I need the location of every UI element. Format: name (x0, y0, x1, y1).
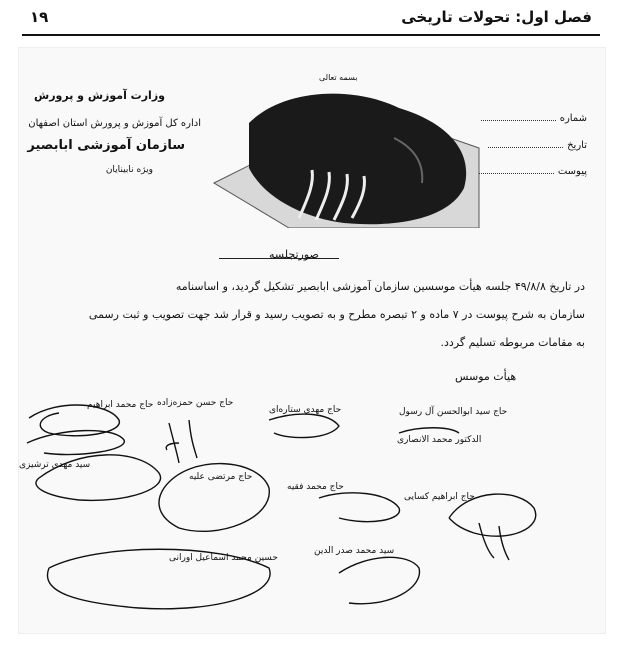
signatory-name: الدکتور محمد الانصاری (397, 435, 482, 445)
signatory-name: حاج مرتضی علیه (189, 472, 253, 482)
letterhead-subtitle: ویژه نابینایان (105, 165, 153, 175)
signatory-name: حاج ابراهیم کسایی (404, 492, 475, 502)
page-number: ۱۹ (30, 8, 49, 26)
letterhead-organization: سازمان آموزشی ابابصیر (27, 138, 185, 153)
date-field: تاریخ (488, 140, 587, 151)
signatory-name: سید محمد صدر الدین (314, 546, 395, 556)
minutes-title: صورتجلسه (269, 248, 319, 261)
signatory-name: حاج محمد فقیه (287, 482, 344, 492)
signatory-name: سید مهدی ترشیزی (19, 460, 91, 470)
signatory-name: حسین محمد اسماعیل اورانی (169, 553, 278, 563)
page-header (0, 0, 622, 40)
signatory-name: حاج سید ابوالحسن آل رسول (399, 407, 508, 417)
chapter-title: فصل اول: تحولات تاریخی (401, 8, 592, 26)
attachment-field: پیوست (479, 166, 587, 177)
minutes-line-3: به مقامات مربوطه تسلیم گردد. (440, 336, 585, 349)
bismillah-text: بسمه تعالی (319, 73, 358, 82)
minutes-line-1: در تاریخ ۴۹/۸/۸ جلسه هیأت موسسین سازمان آموزشی ابابصیر تشکیل گردید، و اساسنامه (175, 280, 585, 293)
signatory-name: حاج مهدی ستاره‌ای (269, 405, 342, 415)
scanned-document (18, 47, 606, 634)
letterhead-department: اداره کل آموزش و پرورش استان اصفهان (28, 118, 201, 129)
signatory-name: حاج حسن حمزه‌زاده (157, 398, 234, 408)
minutes-line-2: سازمان به شرح پیوست در ۷ ماده و ۲ تبصره مطرح و به تصویب رسید و قرار شد جهت تصویب و ثبت رسمی (88, 308, 585, 321)
number-field: شماره (481, 113, 587, 124)
header-divider (22, 34, 600, 36)
handwritten-signatures (19, 48, 605, 633)
letterhead-ministry: وزارت آموزش و پرورش (34, 89, 165, 102)
founders-heading: هیأت موسس (455, 370, 517, 383)
signatory-name: حاج محمد ابراهیم (87, 400, 154, 410)
